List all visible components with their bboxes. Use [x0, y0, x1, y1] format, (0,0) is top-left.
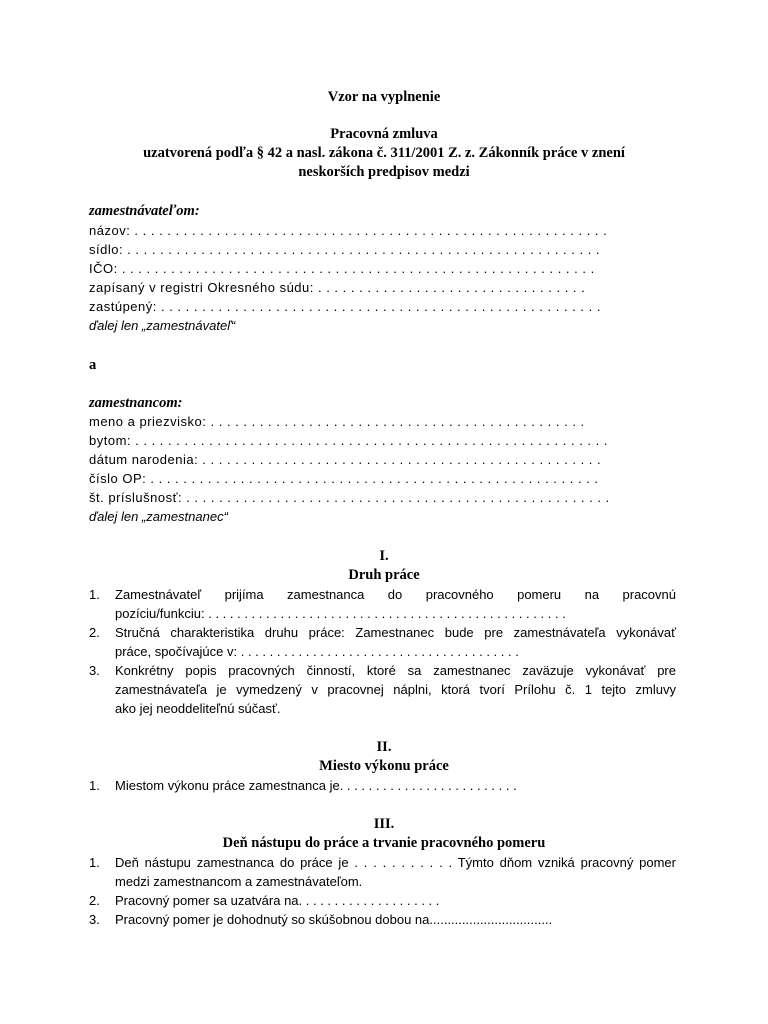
section-1-number: I.	[379, 548, 389, 564]
employee-name-field: meno a priezvisko: . . . . . . . . . . . . . . . . . . . . . . . . . . . . . . . . . . . . . . . . . . . . . .	[89, 414, 585, 429]
list-item-text: Zamestnávateľ prijíma zamestnanca do pracovného pomeru na pracovnú	[115, 587, 676, 602]
employer-hereinafter: ďalej len „zamestnávateľ“	[89, 318, 236, 333]
list-item-text: medzi zamestnancom a zamestnávateľom.	[115, 874, 363, 889]
list-item-text: práce, spočívajúce v: . . . . . . . . . . . . . . . . . . . . . . . . . . . . . . . . . . . . . . .	[115, 644, 519, 659]
list-item-number: 1.	[89, 855, 100, 870]
list-item-text: Stručná charakteristika druhu práce: Zamestnanec bude pre zamestnávateľa vykonávať	[115, 625, 676, 640]
employee-id-card-field: číslo OP: . . . . . . . . . . . . . . . . . . . . . . . . . . . . . . . . . . . . . . . . . . . . . . . . . . . . . . .	[89, 471, 599, 486]
list-item-text: Pracovný pomer sa uzatvára na. . . . . . . . . . . . . . . . . . . .	[115, 893, 440, 908]
contract-subtitle-line2: neskorších predpisov medzi	[298, 164, 470, 180]
section-3-title: Deň nástupu do práce a trvanie pracovného pomeru	[222, 835, 546, 851]
list-item-text: Pracovný pomer je dohodnutý so skúšobnou dobou na..................................	[115, 912, 553, 927]
list-item-text: zamestnávateľa je vymedzený v pracovnej náplni, ktorá tvorí Prílohu č. 1 tejto zmluvy	[115, 682, 676, 697]
employer-seat-field: sídlo: . . . . . . . . . . . . . . . . . . . . . . . . . . . . . . . . . . . . . . . . . . . . . . . . . . . . . . . . . .	[89, 242, 601, 257]
list-item-number: 2.	[89, 625, 100, 640]
section-2-number: II.	[376, 739, 392, 755]
list-item-text: pozíciu/funkciu: . . . . . . . . . . . . . . . . . . . . . . . . . . . . . . . . . . . . . . . . . . . . . . . . . .	[115, 606, 566, 621]
employer-heading: zamestnávateľom:	[89, 203, 200, 219]
employee-citizenship-field: št. príslušnosť: . . . . . . . . . . . . . . . . . . . . . . . . . . . . . . . . . . . . . . . . . . . . . . . . . . . .	[89, 490, 610, 505]
section-2-title: Miesto výkonu práce	[319, 758, 449, 774]
contract-subtitle-line1: uzatvorená podľa § 42 a nasl. zákona č. 311/2001 Z. z. Zákonník práce v znení	[143, 145, 625, 161]
employee-heading: zamestnancom:	[89, 395, 183, 411]
employer-ico-field: IČO: . . . . . . . . . . . . . . . . . . . . . . . . . . . . . . . . . . . . . . . . . . . . . . . . . . . . . . . . . .	[89, 261, 595, 276]
employee-birthdate-field: dátum narodenia: . . . . . . . . . . . . . . . . . . . . . . . . . . . . . . . . . . . . . . . . . . . . . . . . .	[89, 452, 602, 467]
employee-hereinafter: ďalej len „zamestnanec“	[89, 509, 228, 524]
list-item-text: ako jej neoddeliteľnú súčasť.	[115, 701, 281, 716]
section-1-title: Druh práce	[348, 567, 420, 583]
employee-address-field: bytom: . . . . . . . . . . . . . . . . . . . . . . . . . . . . . . . . . . . . . . . . . . . . . . . . . . . . . . . . . .	[89, 433, 608, 448]
list-item-text: Konkrétny popis pracovných činností, ktoré sa zamestnanec zaväzuje vykonávať pre	[115, 663, 676, 678]
list-item-text: Deň nástupu zamestnanca do práce je . . . . . . . . . . . Týmto dňom vzniká pracovný pomer	[115, 855, 676, 870]
employer-name-field: názov: . . . . . . . . . . . . . . . . . . . . . . . . . . . . . . . . . . . . . . . . . . . . . . . . . . . . . . . . . .	[89, 223, 608, 238]
list-item-number: 3.	[89, 912, 100, 927]
sample-title: Vzor na vyplnenie	[327, 89, 441, 105]
conjunction-a: a	[89, 357, 97, 373]
list-item-number: 1.	[89, 587, 100, 602]
employer-register-field: zapísaný v registri Okresného súdu: . . . . . . . . . . . . . . . . . . . . . . . . . . . . . . . . .	[89, 280, 586, 295]
employer-representative-field: zastúpený: . . . . . . . . . . . . . . . . . . . . . . . . . . . . . . . . . . . . . . . . . . . . . . . . . . . . . .	[89, 299, 601, 314]
section-3-number: III.	[373, 816, 395, 832]
contract-title: Pracovná zmluva	[330, 126, 438, 142]
list-item-number: 2.	[89, 893, 100, 908]
list-item-number: 3.	[89, 663, 100, 678]
list-item-number: 1.	[89, 778, 100, 793]
list-item-text: Miestom výkonu práce zamestnanca je. . . . . . . . . . . . . . . . . . . . . . . . .	[115, 778, 517, 793]
